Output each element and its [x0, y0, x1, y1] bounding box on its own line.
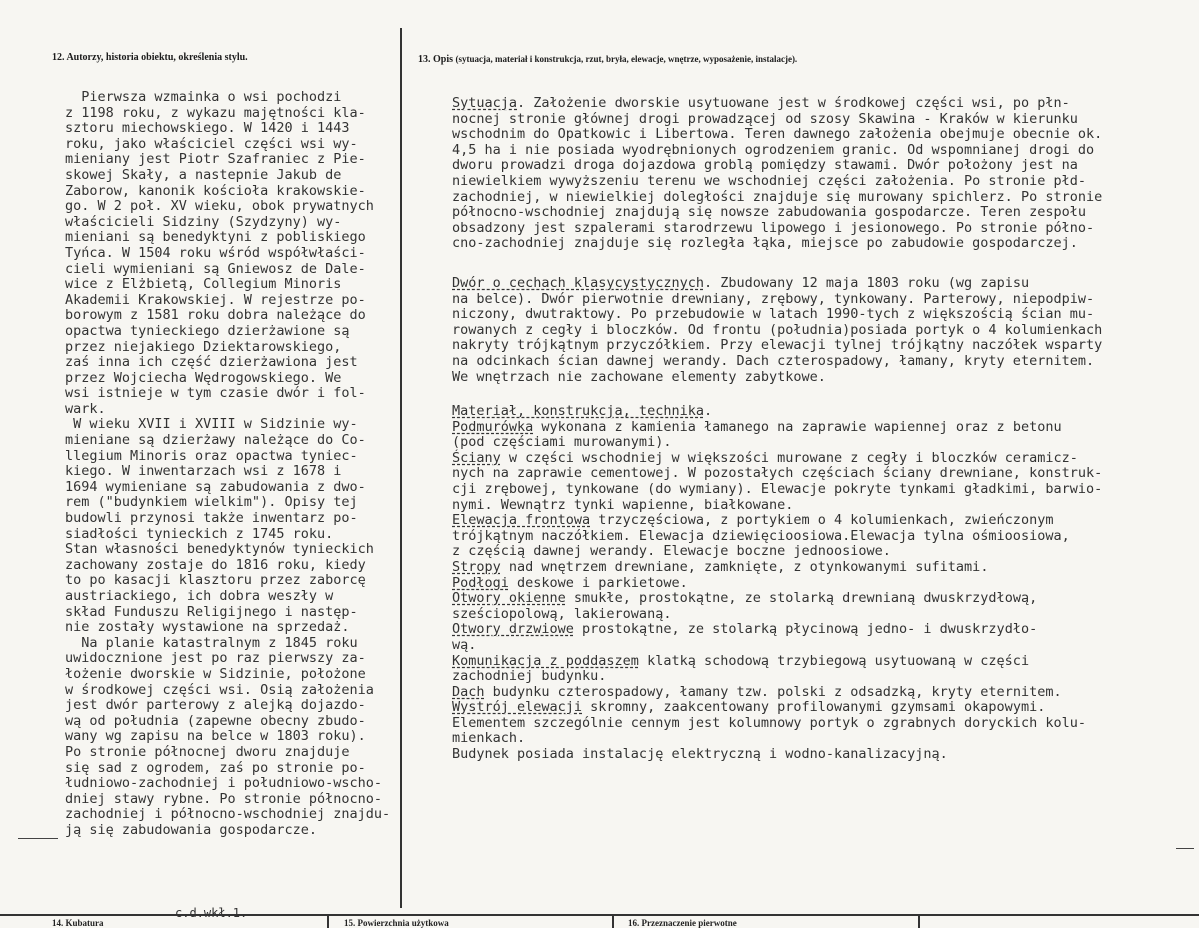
footer-cell-16: 16. Przeznaczenie pierwotne [628, 918, 737, 928]
history-line: budowli przynosi także inwentarz po- [65, 510, 358, 527]
history-line: sztoru miechowskiego. W 1420 i 1443 [65, 120, 350, 137]
manor-heading: Dwór o cechach klasycystycznych [452, 275, 704, 291]
manor-line: rowanych z cegły i bloczków. Od frontu (południa)posiada portyk o 4 kolumienkach [452, 321, 1103, 338]
material-line: Budynek posiada instalację elektryczną i wodno-kanalizacyjną. [452, 746, 948, 763]
history-line: łudniowo-zachodniej i południowo-wscho- [65, 775, 382, 792]
manor-line: na odcinkach ścian dawnej werandy. Dach czterospadowy, łamany, kryty eternitem. [452, 352, 1095, 369]
material-line: cji zrębowej, tynkowane (do wymiany). Elewacje pokryte tynkami gładkimi, barwio- [452, 480, 1103, 497]
material-term: Otwory okienne [452, 590, 566, 607]
material-line: z częścią dawnej werandy. Elewacje boczne jednoosiowe. [452, 543, 891, 560]
material-description: budynku czterospadowy, łamany tzw. polski z odsadzką, kryty eternitem. [484, 683, 1062, 700]
history-line: mieniane są dzierżawy należące do Co- [65, 432, 366, 449]
history-line: rem ("budynkiem wielkim"). Opisy tej [65, 494, 358, 511]
situation-line: obsadzony jest szpalerami starodrzewu lipowego i jesionowego. Po stronie półno- [452, 219, 1095, 236]
material-term: Dach [452, 683, 485, 700]
footer-divider [327, 914, 329, 928]
material-line: wą. [452, 636, 477, 653]
history-line: przez niejakiego Dziektarowskiego, [65, 338, 342, 355]
history-text [65, 90, 390, 839]
material-term: Wystrój elewacji [452, 699, 583, 716]
column-divider [400, 28, 402, 908]
history-line: z 1198 roku, z wykazu majętności kla- [65, 104, 366, 121]
history-line: to po kasacji klasztoru przez zaborcę [65, 572, 366, 589]
situation-line: wschodnim do Opatkowic i Libertowa. Teren dawnego założenia obejmuje obecnie ok. [452, 126, 1103, 143]
material-line: trójkątnym naczółkiem. Elewacja dziewięcioosiowa.Elewacja tylna ośmioosiowa, [452, 527, 1070, 544]
manor-line: niczony, dwutraktowy. Po przebudowie w latach 1990-tych z większością ścian mu- [452, 306, 1095, 323]
history-line: llegium Minoris oraz opactwa tyniec- [65, 447, 358, 464]
history-line: ją się zabudowania gospodarcze. [65, 821, 317, 838]
material-term: Otwory drzwiowe [452, 621, 574, 638]
history-line: Stan własności benedyktynów tynieckich [65, 541, 374, 558]
footer-divider [918, 914, 920, 928]
history-line: zaś inna ich część dzierżawiona jest [65, 354, 358, 371]
material-description: wykonana z kamienia łamanego na zaprawie wapiennej oraz z betonu [533, 418, 1062, 435]
margin-mark [1176, 848, 1194, 849]
continuation-stamp: c.d.wkł.1. [175, 906, 248, 920]
history-line: skład Funduszu Religijnego i następ- [65, 603, 358, 620]
history-line: Na planie katastralnym z 1845 roku [81, 634, 358, 651]
history-line: siadłości tynieckich z 1745 roku. [65, 525, 334, 542]
manor-line: We wnętrzach nie zachowane elementy zabytkowe. [452, 368, 826, 385]
history-line: wsi istnieje w tym czasie dwór i fol- [65, 385, 366, 402]
history-line: 1694 wymieniane są zabudowania z dwo- [65, 478, 366, 495]
history-line: go. W 2 poł. XV wieku, obok prywatnych [65, 198, 374, 215]
history-line: Tyńca. W 1504 roku wśród współwłaści- [65, 244, 366, 261]
history-line: mieniani są benedyktyni z pobliskiego [65, 229, 366, 246]
material-description: smukłe, prostokątne, ze stolarką drewnianą dwuskrzydłową, [565, 590, 1038, 607]
section-13-number: 13. Opis [418, 54, 454, 65]
material-term: Podłogi [452, 574, 509, 591]
history-line: kiego. W inwentarzach wsi z 1678 i [65, 463, 342, 480]
material-line: mienkach. [452, 730, 526, 747]
history-line: uwidocznione jest po raz pierwszy za- [65, 650, 366, 667]
material-description: deskowe i parkietowe. [508, 574, 688, 591]
material-line: sześciopolową, lakierowaną. [452, 605, 672, 622]
situation-heading: Sytuacja [452, 95, 518, 111]
situation-line: północno-wschodniej znajdują się nowsze zabudowania gospodarcze. Teren zespołu [452, 204, 1086, 221]
material-term: Stropy [452, 558, 501, 575]
history-line: łożenie dworskie w Sidzinie, położone [65, 665, 366, 682]
history-line: w środkowej części wsi. Osią założenia [65, 681, 374, 698]
section-13-subtitle: (sytuacja, materiał i konstrukcja, rzut, bryła, elewacje, wnętrze, wyposażenie, instalacje). [455, 54, 798, 64]
history-line: mieniany jest Piotr Szafraniec z Pie- [65, 151, 366, 168]
history-line: wany wg zapisu na belce w 1803 roku). [65, 728, 366, 745]
situation-line: dworu prowadzi droga dojazdowa groblą pomiędzy stawami. Dwór położony jest na [452, 157, 1078, 174]
history-line: Po stronie północnej dworu znajduje [65, 743, 350, 760]
situation-line: 4,5 ha i nie posiada wyodrębnionych ogrodzeniem granic. Od wspomnianej drogi do [452, 141, 1095, 158]
history-line: przez Wojciecha Wędrogowskiego. We [65, 369, 342, 386]
history-line: dniej stawy rybne. Po stronie północno- [65, 790, 382, 807]
material-description: klatką schodową trzybiegową usytuowaną w części [638, 652, 1030, 669]
material-term: Podmurówka [452, 418, 534, 435]
history-line: zachowany zostaje do 1816 roku, kiedy [65, 556, 366, 573]
margin-mark [18, 838, 58, 839]
history-line: Zaborow, kanonik kościoła krakowskie- [65, 182, 366, 199]
situation-line: zachodniej, w niewielkiej doległości znajduje się murowany spichlerz. Po stronie [452, 188, 1103, 205]
history-line: wark. [65, 400, 106, 417]
manor-line: na belce). Dwór pierwotnie drewniany, zrębowy, tynkowany. Parterowy, niepodpiw- [452, 290, 1095, 307]
section-13-header [418, 54, 797, 65]
history-line: jest dwór parterowy z alejką dojazdo- [65, 697, 366, 714]
footer-cell-14: 14. Kubatura [52, 918, 104, 928]
material-heading: Materiał, konstrukcja, technika [452, 403, 704, 419]
history-line: wą od południa (zapewne obecny zbudo- [65, 712, 366, 729]
material-section: Materiał, konstrukcja, technika. Podmurówka wykonana z kamienia łamanego na zaprawie wapiennej oraz z betonu (pod częściami murowanymi). Ściany w części wschodniej w większości murowane z cegły i bloczków ceramicz- nych na zaprawie cementowej. W pozostałych częściach ściany drewniane, konstruk- cji zrębowej, tynkowane (do wymiany). Elewacje pokryte tynkami gładkimi, barwio- nymi. Wewnątrz tynki wapienne, białkowane. Elewacja frontowa trzyczęściowa, z portykiem o 4 kolumienkach, zwieńczonym trójkątnym naczółkiem. Elewacja dziewięcioosiowa.Elewacja tylna ośmioosiowa, z częścią dawnej werandy. Elewacje boczne jednoosiowe. Stropy nad wnętrzem drewniane, zamknięte, z otynkowanymi sufitami. Podłogi deskowe i parkietowe. Otwory okienne smukłe, prostokątne, ze stolarką drewnianą dwuskrzydłową, sześciopolową, lakierowaną. Otwory drzwiowe prostokątne, ze stolarką płycinową jedno- i dwuskrzydło- wą. Komunikacja z poddaszem klatką schodową trzybiegową usytuowaną w części zachodniej budynku. Dach budynku czterospadowy, łamany tzw. polski z odsadzką, kryty eternitem. Wystrój elewacji skromny, zaakcentowany profilowanymi gzymsami okapowymi. Elementem szczególnie cennym jest kolumnowy portyk o zgrabnych doryckich kolu- mienkach. Budynek posiada instalację elektryczną i wodno-kanalizacyjną. [452, 403, 1103, 763]
material-line: zachodniej budynku. [452, 668, 607, 685]
history-line: austriackiego, ich dobra weszły w [65, 588, 334, 604]
history-line: W wieku XVII i XVIII w Sidzinie wy- [73, 416, 358, 433]
footer-divider [612, 914, 614, 928]
footer-cell-15: 15. Powierzchnia użytkowa [344, 918, 449, 928]
material-description: skromny, zaakcentowany profilowanymi gzymsami okapowymi. [582, 699, 1046, 716]
situation-paragraph: Sytuacja. Założenie dworskie usytuowane jest w środkowej części wsi, po płn- nocnej stronie głównej drogi prowadzącej od szosy Skawina - Kraków w kierunku wschodnim do Opatkowic i Libertowa. Teren dawnego założenia obejmuje obecnie ok. 4,5 ha i nie posiada wyodrębnionych ogrodzeniem granic. Od wspomnianej drogi do dworu prowadzi droga dojazdowa groblą pomiędzy stawami. Dwór położony jest na niewielkiem wywyższeniu terenu we wschodniej części założenia. Po stronie płd- zachodniej, w niewielkiej doległości znajduje się murowany spichlerz. Po stronie północno-wschodniej znajdują się nowsze zabudowania gospodarcze. Teren zespołu obsadzony jest szpalerami starodrzewu lipowego i jesionowego. Po stronie półno- cno-zachodniej znajduje się rozległa łąka, miejsce po zabudowie gospodarczej. [452, 95, 1103, 252]
situation-line: nocnej stronie głównej drogi prowadzącej od szosy Skawina - Kraków w kierunku [452, 110, 1078, 127]
material-term: Komunikacja z poddaszem [452, 652, 639, 669]
history-line: roku, jako właściciel części wsi wy- [65, 135, 358, 152]
material-term: Ściany [452, 449, 501, 466]
material-description: w części wschodniej w większości murowane z cegły i bloczków ceramicz- [500, 449, 1078, 466]
situation-line: niewielkiem wywyższeniu terenu we wschodniej części założenia. Po stronie płd- [452, 172, 1086, 189]
history-line: borowym z 1581 roku dobra należące do [65, 307, 366, 324]
situation-line: cno-zachodniej znajduje się rozległa łąka, miejsce po zabudowie gospodarczej. [452, 235, 1078, 252]
manor-paragraph: Dwór o cechach klasycystycznych. Zbudowany 12 maja 1803 roku (wg zapisu na belce). Dwór pierwotnie drewniany, zrębowy, tynkowany. Parterowy, niepodpiw- niczony, dwutraktowy. Po przebudowie w latach 1990-tych z większością ścian mu- rowanych z cegły i bloczków. Od frontu (południa)posiada portyk o 4 kolumienkach nakryty trójkątnym przyczółkiem. Przy elewacji tylnej trójkątny naczółek wsparty na odcinkach ścian dawnej werandy. Dach czterospadowy, łamany, kryty eternitem. We wnętrzach nie zachowane elementy zabytkowe. [452, 275, 1103, 385]
history-line: wice z Elżbietą, Collegium Minoris [65, 276, 342, 293]
history-line: Akademii Krakowskiej. W rejestrze po- [65, 291, 366, 308]
material-term: Elewacja frontowa [452, 512, 591, 529]
material-line: nymi. Wewnątrz tynki wapienne, białkowane. [452, 496, 794, 513]
material-line: Elementem szczególnie cennym jest kolumnowy portyk o zgrabnych doryckich kolu- [452, 714, 1086, 731]
history-line: cieli wymieniani są Gniewosz de Dale- [65, 260, 366, 277]
history-line: właścicieli Sidziny (Szydzyny) wy- [65, 213, 342, 230]
history-line: się sad z ogrodem, zaś po stronie po- [65, 759, 366, 776]
history-line: zachodniej i północno-wschodniej znajdu- [65, 806, 391, 823]
section-12-header: 12. Autorzy, historia obiektu, określenia stylu. [52, 52, 248, 63]
material-line: (pod częściami murowanymi). [452, 434, 672, 451]
history-line: opactwa tynieckiego dzierżawione są [65, 322, 350, 339]
history-line: skowej Skały, a nastepnie Jakub de [65, 166, 342, 183]
manor-line: nakryty trójkątnym przyczółkiem. Przy elewacji tylnej trójkątny naczółek wsparty [452, 337, 1103, 354]
history-line: nie zostały wystawione na sprzedaż. [65, 619, 350, 636]
material-line: nych na zaprawie cementowej. W pozostałych częściach ściany drewniane, konstruk- [452, 465, 1103, 482]
material-description: trzyczęściowa, z portykiem o 4 kolumienkach, zwieńczonym [590, 512, 1054, 529]
history-line: Pierwsza wzmainka o wsi pochodzi [65, 89, 342, 105]
material-description: prostokątne, ze stolarką płycinową jedno- i dwuskrzydło- [573, 621, 1038, 638]
material-description: nad wnętrzem drewniane, zamknięte, z otynkowanymi sufitami. [500, 558, 989, 575]
